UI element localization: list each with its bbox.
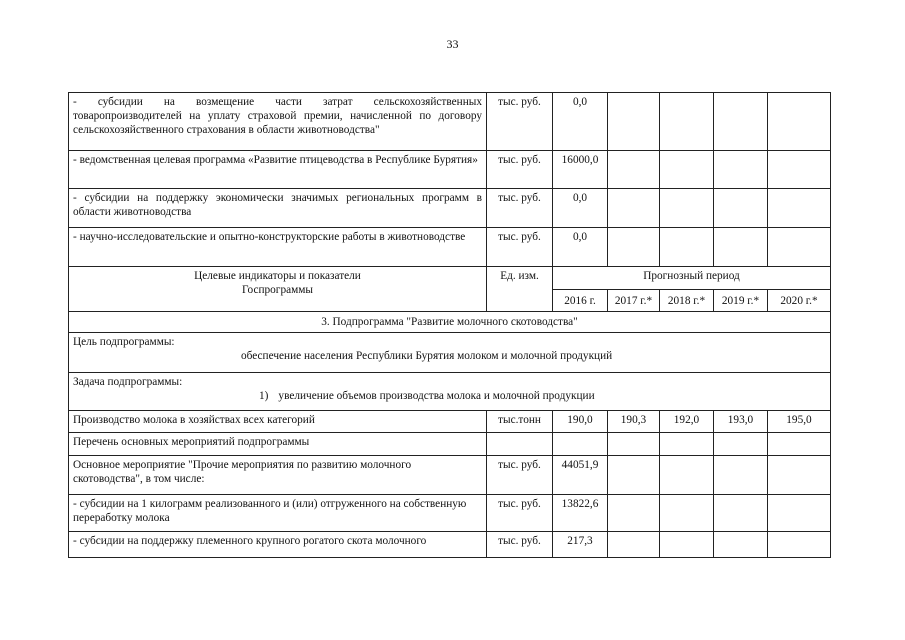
row-value: 193,0 bbox=[714, 411, 768, 433]
empty-cell bbox=[660, 495, 714, 532]
empty-cell bbox=[660, 532, 714, 558]
task-cell bbox=[69, 373, 831, 411]
table-row bbox=[69, 411, 831, 433]
empty-cell bbox=[714, 93, 768, 151]
empty-cell bbox=[768, 228, 831, 267]
empty-cell bbox=[768, 532, 831, 558]
goal-label: Цель подпрограммы: bbox=[73, 336, 175, 348]
row-description: - субсидии на поддержку племенного крупного рогатого скота молочного bbox=[69, 532, 487, 558]
table-row bbox=[69, 189, 831, 228]
measures-header: Перечень основных мероприятий подпрограммы bbox=[69, 433, 487, 456]
table-row bbox=[69, 495, 831, 532]
subprogram-title: 3. Подпрограмма "Развитие молочного скотоводства" bbox=[69, 312, 831, 333]
row-description: - научно-исследовательские и опытно-конструкторские работы в животноводстве bbox=[69, 228, 487, 267]
empty-cell bbox=[608, 151, 660, 189]
row-value: 195,0 bbox=[768, 411, 831, 433]
row-value: 0,0 bbox=[553, 228, 608, 267]
year-header: 2019 г.* bbox=[714, 290, 768, 312]
table-row bbox=[69, 151, 831, 189]
table-row bbox=[69, 532, 831, 558]
row-value: 44051,9 bbox=[553, 456, 608, 495]
task-number: 1) bbox=[259, 390, 269, 402]
row-value: 192,0 bbox=[660, 411, 714, 433]
goal-text: обеспечение населения Республики Бурятия молоком и молочной продукций bbox=[241, 350, 613, 362]
empty-cell bbox=[608, 532, 660, 558]
subprogram-row bbox=[69, 312, 831, 333]
empty-cell bbox=[660, 93, 714, 151]
empty-cell bbox=[608, 456, 660, 495]
row-value: 0,0 bbox=[553, 189, 608, 228]
unit-header: Ед. изм. bbox=[487, 267, 553, 312]
row-value: 190,0 bbox=[553, 411, 608, 433]
empty-cell bbox=[714, 151, 768, 189]
page-number: 33 bbox=[446, 37, 459, 51]
year-header: 2017 г.* bbox=[608, 290, 660, 312]
task-text: увеличение объемов производства молока и молочной продукции bbox=[278, 390, 595, 402]
table-row bbox=[69, 93, 831, 151]
row-unit: тыс.тонн bbox=[487, 411, 553, 433]
empty-cell bbox=[768, 456, 831, 495]
row-value: 0,0 bbox=[553, 93, 608, 151]
empty-cell bbox=[553, 433, 608, 456]
empty-cell bbox=[714, 495, 768, 532]
row-description: - субсидии на поддержку экономически значимых региональных программ в области животноводства bbox=[69, 189, 487, 228]
row-unit: тыс. руб. bbox=[487, 93, 553, 151]
empty-cell bbox=[660, 433, 714, 456]
empty-cell bbox=[714, 189, 768, 228]
row-description: - субсидии на возмещение части затрат сельскохозяйственных товаропроизводителей на уплату страховой премии, начисленной по договору сельскохозяйственного страхования в области животноводства" bbox=[69, 93, 487, 151]
row-unit: тыс. руб. bbox=[487, 189, 553, 228]
empty-cell bbox=[660, 151, 714, 189]
task-row bbox=[69, 373, 831, 411]
row-description: Основное мероприятие "Прочие мероприятия по развитию молочного скотоводства", в том числе: bbox=[69, 456, 487, 495]
row-description: - субсидии на 1 килограмм реализованного и (или) отгруженного на собственную переработку молока bbox=[69, 495, 487, 532]
program-table bbox=[68, 92, 831, 558]
empty-cell bbox=[660, 189, 714, 228]
empty-cell bbox=[714, 456, 768, 495]
row-unit: тыс. руб. bbox=[487, 456, 553, 495]
empty-cell bbox=[714, 228, 768, 267]
empty-cell bbox=[608, 495, 660, 532]
empty-cell bbox=[608, 189, 660, 228]
empty-cell bbox=[768, 151, 831, 189]
year-header: 2018 г.* bbox=[660, 290, 714, 312]
empty-cell bbox=[714, 532, 768, 558]
empty-cell bbox=[660, 456, 714, 495]
empty-cell bbox=[714, 433, 768, 456]
table-row bbox=[69, 228, 831, 267]
task-line bbox=[73, 389, 826, 403]
empty-cell bbox=[768, 93, 831, 151]
goal-cell bbox=[69, 333, 831, 373]
table-row bbox=[69, 456, 831, 495]
header-row bbox=[69, 267, 831, 290]
empty-cell bbox=[608, 228, 660, 267]
row-unit: тыс. руб. bbox=[487, 495, 553, 532]
empty-cell bbox=[608, 93, 660, 151]
row-value: 16000,0 bbox=[553, 151, 608, 189]
year-header: 2020 г.* bbox=[768, 290, 831, 312]
row-value: 190,3 bbox=[608, 411, 660, 433]
empty-cell bbox=[768, 189, 831, 228]
table-row bbox=[69, 433, 831, 456]
row-unit: тыс. руб. bbox=[487, 532, 553, 558]
task-label: Задача подпрограммы: bbox=[73, 376, 183, 388]
year-header: 2016 г. bbox=[553, 290, 608, 312]
forecast-header: Прогнозный период bbox=[553, 267, 831, 290]
empty-cell bbox=[487, 433, 553, 456]
row-value: 217,3 bbox=[553, 532, 608, 558]
row-description: Производство молока в хозяйствах всех категорий bbox=[69, 411, 487, 433]
empty-cell bbox=[608, 433, 660, 456]
row-description: - ведомственная целевая программа «Развитие птицеводства в Республике Бурятия» bbox=[69, 151, 487, 189]
row-value: 13822,6 bbox=[553, 495, 608, 532]
indicators-header: Целевые индикаторы и показатели Госпрограммы bbox=[69, 267, 487, 312]
row-unit: тыс. руб. bbox=[487, 228, 553, 267]
row-unit: тыс. руб. bbox=[487, 151, 553, 189]
goal-row bbox=[69, 333, 831, 373]
empty-cell bbox=[768, 495, 831, 532]
empty-cell bbox=[660, 228, 714, 267]
empty-cell bbox=[768, 433, 831, 456]
